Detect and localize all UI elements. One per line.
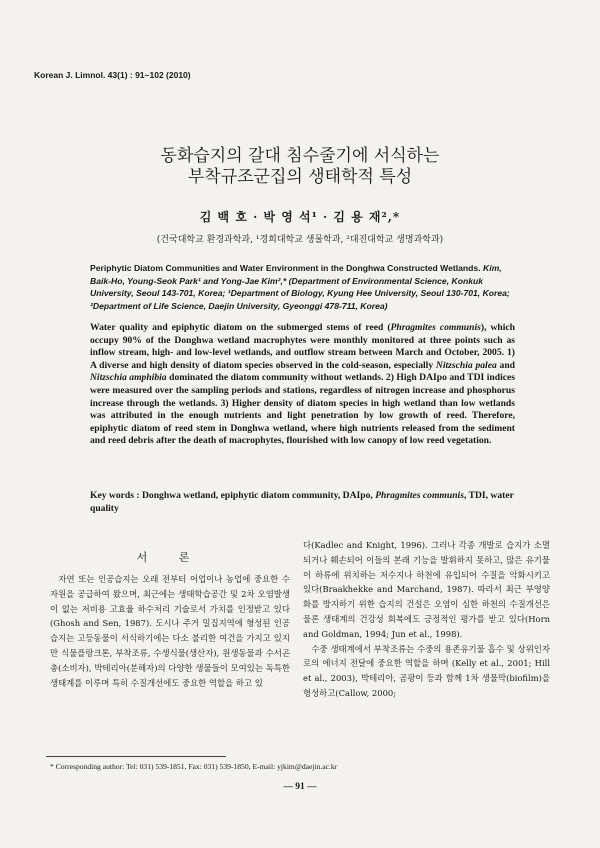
species-name: Phragmites communis bbox=[390, 322, 481, 333]
abstract-text: ), which occupy 90% of the Donghwa wetland macrophytes were monthly monitored at three points such as inflow stream, high- and low-level wetlands, and outflow stream between March and October, 2005. 1) A diverse and high density of diatom species observed in the cold-season, especially bbox=[90, 322, 515, 371]
keywords-text: , TDI, water quality bbox=[90, 490, 514, 514]
footnote-divider bbox=[46, 756, 226, 757]
species-name: Nitzschia amphibia bbox=[90, 372, 167, 384]
footnote: * Corresponding author: Tel: 031) 539-1851, Fax: 031) 539-1850, E-mail: yjkim@daejin.ac.kr bbox=[50, 762, 338, 771]
title-line-2: 부착규조군집의 생태학적 특성 bbox=[187, 167, 413, 187]
journal-reference: Korean J. Limnol. 43(1) : 91~102 (2010) bbox=[34, 70, 191, 80]
paragraph: 자연 또는 인공습지는 오래 전부터 어업이나 농업에 중요한 수자원을 공급하여 왔으며, 최근에는 생태학습공간 및 2차 오염발생이 없는 저비용 고효율 하수처리 기술로서 가치를 인정받고 있다(Ghosh and Sen, 1987). 도시나 주거 밀집지역에 형성된 인공습지는 고등동물이 서식하기에는 다소 불리한 여건을 가지고 있지만 식물플랑크톤, 부착조류, 수생식물(생산자), 원생동물과 수서곤충(소비자), 박테리아(분해자)의 다양한 생물들이 모여있는 독특한 생태계를 이루며 특히 수질개선에도 중요한 역할을 하고 있 bbox=[50, 574, 290, 688]
section-heading: 서 론 bbox=[136, 551, 204, 564]
abstract-text: Water quality and epiphytic diatom on the submerged stems of reed ( bbox=[90, 322, 391, 333]
authors: 김 백 호 · 박 영 석¹ · 김 용 재²,* bbox=[199, 210, 401, 224]
affiliations: (건국대학교 환경과학과, ¹경희대학교 생물학과, ²대진대학교 생명과학과) bbox=[156, 235, 444, 245]
body-left-column bbox=[50, 572, 290, 690]
abstract bbox=[90, 322, 515, 448]
abstract-text: and bbox=[496, 359, 515, 371]
keywords-text: Donghwa wetland, epiphytic diatom community, DAIpo, bbox=[141, 490, 376, 501]
keywords bbox=[90, 489, 515, 515]
paragraph: 수중 생태계에서 부착조류는 수중의 용존유기물 흡수 및 상위인자로의 에너지 전달에 중요한 역할을 하며 (Kelly et al., 2001; Hill et al., 2003), 박테리아, 곰팡이 등과 함께 1차 생물막(biofilm)을 형성하고(Callow, 2000; bbox=[303, 643, 550, 698]
paragraph: 다(Kadlec and Knight, 1996). 그러나 각종 개발로 습지가 소멸되거나 훼손되어 이들의 본래 기능을 발휘하지 못하고, 많은 유기물이 하류에 위치하는 저수지나 하천에 유입되어 수질을 악화시키고 있다(Braakhekke and Marchand, 1987). 따라서 최근 부영양화를 방지하기 위한 습지의 건설은 오염이 심한 하천의 수질개선은 물론 생태계의 건강성 회복에도 긍정적인 평가를 받고 있다(Horn and Goldman, 1994; Jun et al., 1998). bbox=[303, 540, 550, 639]
keywords-label: Key words : bbox=[90, 490, 140, 501]
abstract-text: dominated the diatom community without wetlands. 2) High DAIpo and TDI indices were measured over the sampling periods and stations, regardless of nitrogen increase and phosphorus increase through the wetlands. 3) Higher density of diatom species in high wetland than low wetlands was attributed in the enough nutrients and light penetration by low growth of reed. Therefore, epiphytic diatom of reed stem in Donghwa wetland, where high nutrients released from the sediment and reed debris after the death of macrophytes, flourished with low canopy of low reed vegetation. bbox=[90, 372, 516, 447]
species-name: Nitzschia palea bbox=[435, 359, 497, 371]
english-title: Periphytic Diatom Communities and Water Environment in the Donghwa Constructed Wetlands. bbox=[90, 263, 481, 273]
title-line-1: 동화습지의 갈대 침수줄기에 서식하는 bbox=[160, 146, 440, 166]
english-authors: Kim, Baik-Ho, Young-Seok Park¹ and Yong-Jae Kim²,* (Department of Environmental Science, Konkuk University, Seoul 143-701, Korea; ¹Department of Biology, Kyung Hee University, Seoul 130-701, Korea; ²Department of Life Science, Daejin University, Gyeonggi 478-711, Korea) bbox=[90, 263, 510, 311]
page-number: — 91 — bbox=[283, 782, 317, 792]
body-right-column bbox=[303, 538, 550, 701]
english-header bbox=[90, 262, 515, 312]
keywords-species: Phragmites communis bbox=[375, 490, 464, 501]
